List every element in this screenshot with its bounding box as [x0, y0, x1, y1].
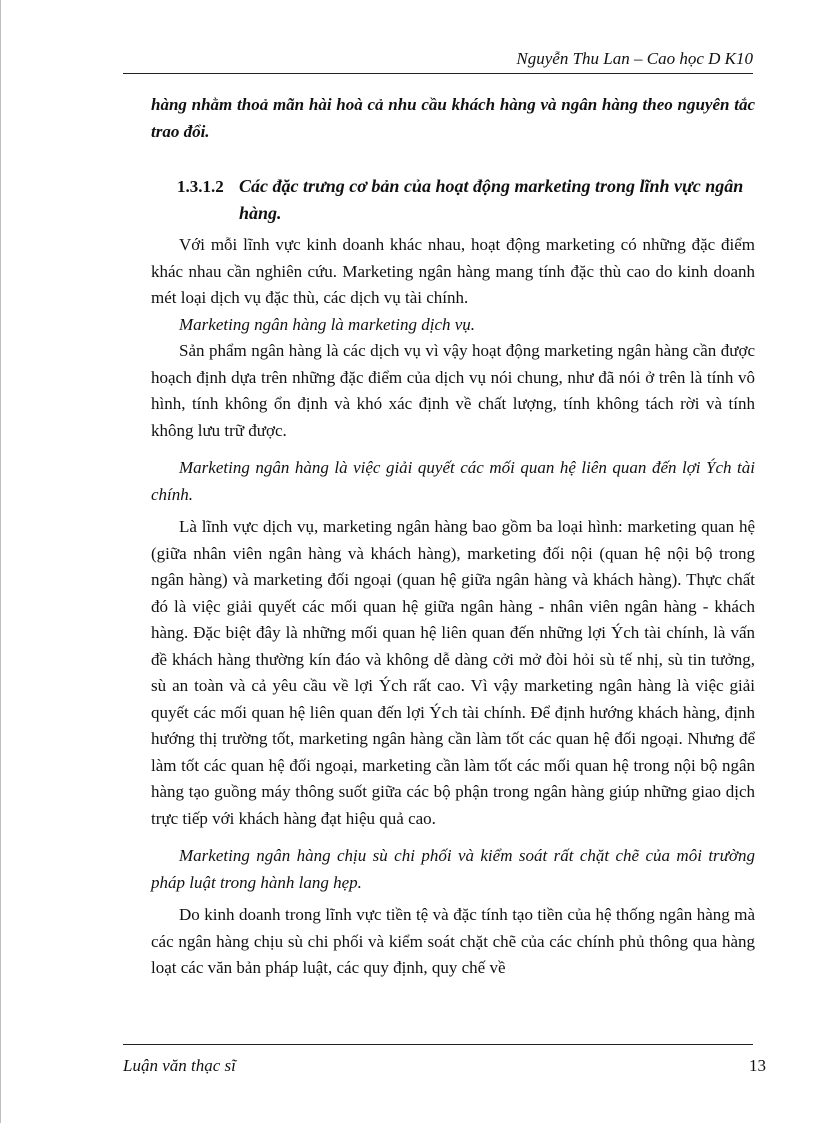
- subheading-2: Marketing ngân hàng là việc giải quyết các mối quan hệ liên quan đến lợi Ých tài chính.: [151, 458, 755, 504]
- footer-label: Luận văn thạc sĩ: [123, 1056, 236, 1075]
- subheading-1: Marketing ngân hàng là marketing dịch vụ.: [179, 314, 476, 334]
- section-title: Các đặc trưng cơ bản của hoạt động marketing trong lĩnh vực ngân hàng.: [239, 176, 744, 223]
- paragraph-1: Với mỗi lĩnh vực kinh doanh khác nhau, hoạt động marketing có những đặc điểm khác nhau cần nghiên cứu. Marketing ngân hàng mang tính đặc thù cao do kinh doanh mét loại dịch vụ đặc thù, các dịch vụ tài chính.: [151, 235, 755, 307]
- intro-continuation: hàng nhằm thoả mãn hài hoà cả nhu cầu khách hàng và ngân hàng theo nguyên tắc trao đổi.: [151, 95, 755, 141]
- paragraph-4: Do kinh doanh trong lĩnh vực tiền tệ và đặc tính tạo tiền của hệ thống ngân hàng mà các ngân hàng chịu sù chi phối và kiểm soát chặt chẽ của các chính phủ thông qua hàng loạt các văn bản pháp luật, các quy định, quy chế về: [151, 905, 755, 977]
- body-text: [151, 92, 755, 982]
- footer-rule: [123, 1044, 753, 1045]
- section-number: 1.3.1.2: [177, 177, 224, 196]
- header-rule: [123, 73, 753, 74]
- paragraph-3: Là lĩnh vực dịch vụ, marketing ngân hàng bao gồm ba loại hình: marketing quan hệ (giữa nhân viên ngân hàng và khách hàng), marketing đối nội (quan hệ nội bộ trong ngân hàng) và marketing đối ngoại (quan hệ giữa ngân hàng và khách hàng). Thực chất đó là việc giải quyết các mối quan hệ giữa ngân hàng - nhân viên ngân hàng - khách hàng. Đặc biệt đây là những mối quan hệ liên quan đến những lợi Ých tài chính, là vấn đề khách hàng thường kín đáo và không dễ dàng cởi mở đòi hỏi sù tế nhị, sù tin tưởng, sù an toàn và cả yêu cầu về lợi Ých rất cao. Vì vậy marketing ngân hàng là việc giải quyết các mối quan hệ liên quan đến lợi Ých tài chính. Để định hướng khách hàng, định hướng thị trường tốt, marketing ngân hàng cần làm tốt các quan hệ đối ngoại. Nhưng để làm tốt các quan hệ đối ngoại, marketing cần làm tốt các mối quan hệ trong nội bộ ngân hàng tạo guồng máy thông suốt giữa các bộ phận trong ngân hàng giúp những giao dịch trực tiếp với khách hàng đạt hiệu quả cao.: [151, 517, 755, 828]
- section-heading: [177, 173, 755, 227]
- subheading-3: Marketing ngân hàng chịu sù chi phối và kiểm soát rất chặt chẽ của môi trường pháp luật trong hành lang hẹp.: [151, 846, 755, 892]
- page-number: 13: [749, 1056, 766, 1075]
- paragraph-2: Sản phẩm ngân hàng là các dịch vụ vì vậy hoạt động marketing ngân hàng cần được hoạch định dựa trên những đặc điểm của dịch vụ nói chung, như đã nói ở trên là tính vô hình, tính không ổn định và khó xác định về chất lượng, tính không tách rời và tính không lưu trữ được.: [151, 341, 755, 440]
- running-header: Nguyễn Thu Lan – Cao học D K10: [516, 49, 753, 68]
